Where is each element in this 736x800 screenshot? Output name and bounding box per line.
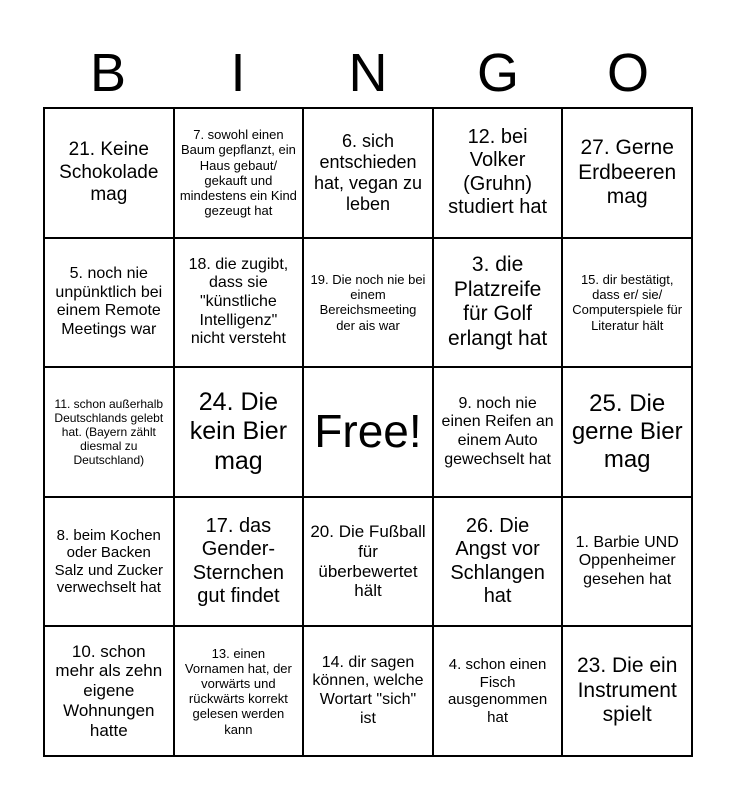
bingo-cell: [175, 627, 305, 757]
cell-text: 1. Barbie UND Oppenheimer gesehen hat: [575, 533, 679, 588]
cell-text: 9. noch nie einen Reifen an einem Auto gewechselt hat: [441, 394, 554, 468]
bingo-cell: [434, 627, 564, 757]
bingo-cell: [434, 498, 564, 628]
cell-text: 27. Gerne Erdbeeren mag: [578, 135, 677, 209]
header-letter-n: N: [348, 43, 388, 103]
bingo-cell: [563, 498, 693, 628]
cell-text: 14. dir sagen können, welche Wortart "sich" ist: [312, 653, 424, 727]
cell-text: 6. sich entschieden hat, vegan zu leben: [313, 130, 423, 214]
bingo-cell: [175, 498, 305, 628]
cell-text: 13. einen Vornamen hat, der vorwärts und rückwärts korrekt gelesen werden kann: [184, 645, 292, 737]
bingo-cell: [304, 109, 434, 239]
cell-text: 20. Die Fußball für überbewertet hält: [310, 521, 426, 601]
header-letter-b: B: [89, 43, 127, 103]
header-letter-g: G: [476, 43, 519, 103]
cell-text: 18. die zugibt, dass sie "künstliche Intelligenz" nicht versteht: [188, 255, 289, 348]
bingo-cell: [563, 109, 693, 239]
bingo-cell: [434, 368, 564, 498]
bingo-cell: [175, 109, 305, 239]
bingo-cell: [304, 627, 434, 757]
bingo-card: [43, 107, 693, 757]
bingo-cell: [304, 239, 434, 369]
bingo-cell: [563, 368, 693, 498]
bingo-cell: [45, 627, 175, 757]
bingo-cell: [45, 498, 175, 628]
cell-text: 5. noch nie unpünktlich bei einem Remote Meetings war: [55, 264, 163, 339]
bingo-header: [43, 40, 693, 106]
bingo-cell: [45, 239, 175, 369]
cell-text: 23. Die ein Instrument spielt: [576, 654, 678, 727]
cell-text: 17. das Gender-Sternchen gut findet: [192, 514, 284, 607]
cell-text: 21. Keine Schokolade mag: [59, 139, 159, 205]
bingo-cell: [434, 239, 564, 369]
bingo-cell: [45, 109, 175, 239]
bingo-cell: [563, 627, 693, 757]
header-letter-i: I: [230, 43, 246, 103]
cell-text: 19. Die noch nie bei einem Bereichsmeeting der ais war: [310, 271, 426, 333]
bingo-cell: [563, 239, 693, 369]
cell-text: 3. die Platzreife für Golf erlangt hat: [447, 253, 548, 350]
free-space: [304, 368, 434, 498]
cell-text: 10. schon mehr als zehn eigene Wohnungen hatte: [55, 641, 163, 740]
cell-text: 25. Die gerne Bier mag: [571, 389, 683, 474]
cell-text: 4. schon einen Fisch ausgenommen hat: [447, 656, 548, 726]
header-letter-o: O: [606, 43, 649, 103]
bingo-cell: [175, 239, 305, 369]
free-space-label: Free!: [314, 405, 422, 458]
cell-text: 7. sowohl einen Baum gepflanzt, ein Haus gebaut/ gekauft und mindestens ein Kind gezeugt hat: [179, 127, 297, 219]
cell-text: 8. beim Kochen oder Backen Salz und Zucker verwechselt hat: [54, 526, 163, 597]
bingo-cell: [304, 498, 434, 628]
cell-text: 12. bei Volker (Gruhn) studiert hat: [448, 126, 548, 219]
cell-text: 11. schon außerhalb Deutschlands gelebt hat. (Bayern zählt diesmal zu Deutschland): [54, 396, 164, 468]
cell-text: 15. dir bestätigt, dass er/ sie/ Computerspiele für Literatur hält: [572, 271, 683, 333]
bingo-cell: [175, 368, 305, 498]
bingo-cell: [434, 109, 564, 239]
cell-text: 24. Die kein Bier mag: [189, 388, 288, 475]
bingo-cell: [45, 368, 175, 498]
cell-text: 26. Die Angst vor Schlangen hat: [450, 514, 545, 607]
